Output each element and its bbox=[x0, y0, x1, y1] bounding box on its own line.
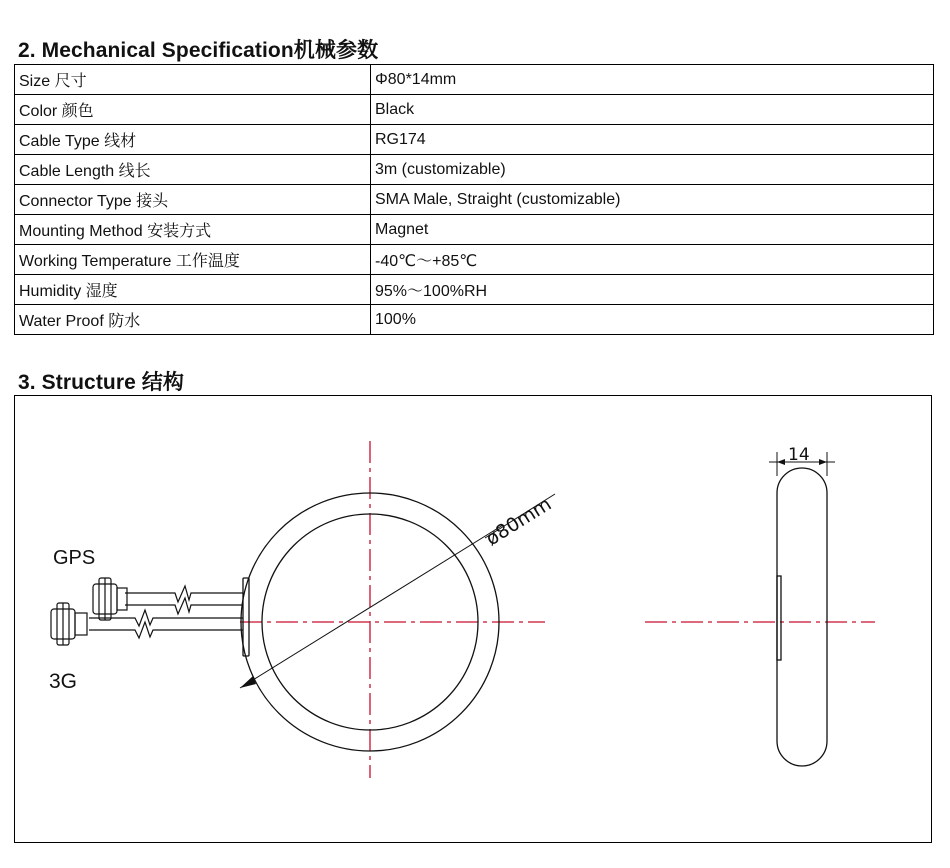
side-view-body bbox=[777, 468, 827, 766]
spec-value: RG174 bbox=[371, 125, 934, 155]
spec-key: Humidity 湿度 bbox=[15, 275, 371, 305]
spec-key: Mounting Method 安装方式 bbox=[15, 215, 371, 245]
spec-row bbox=[15, 245, 934, 275]
structure-diagram-svg bbox=[15, 396, 933, 844]
3g-label: 3G bbox=[49, 670, 78, 693]
spec-key: Working Temperature 工作温度 bbox=[15, 245, 371, 275]
spec-value: Black bbox=[371, 95, 934, 125]
spec-value: 3m (customizable) bbox=[371, 155, 934, 185]
spec-row bbox=[15, 275, 934, 305]
spec-key: Connector Type 接头 bbox=[15, 185, 371, 215]
spec-row bbox=[15, 185, 934, 215]
spec-value: Φ80*14mm bbox=[371, 65, 934, 95]
spec-row bbox=[15, 305, 934, 335]
gps-cable bbox=[125, 586, 243, 614]
spec-key: Cable Type 线材 bbox=[15, 125, 371, 155]
diameter-label: ø80mm bbox=[481, 492, 556, 551]
spec-key: Size 尺寸 bbox=[15, 65, 371, 95]
spec-row bbox=[15, 95, 934, 125]
structure-drawing bbox=[14, 395, 932, 843]
mechanical-spec-title: 2. Mechanical Specification机械参数 bbox=[18, 39, 379, 62]
thickness-label: 14 bbox=[788, 445, 810, 465]
spec-value: SMA Male, Straight (customizable) bbox=[371, 185, 934, 215]
spec-key: Water Proof 防水 bbox=[15, 305, 371, 335]
spec-row bbox=[15, 215, 934, 245]
spec-row bbox=[15, 155, 934, 185]
spec-row bbox=[15, 125, 934, 155]
spec-value: 100% bbox=[371, 305, 934, 335]
mechanical-spec-table bbox=[14, 64, 934, 335]
spec-key: Cable Length 线长 bbox=[15, 155, 371, 185]
3g-connector bbox=[51, 603, 87, 645]
spec-value: Magnet bbox=[371, 215, 934, 245]
spec-value: -40℃～+85℃ bbox=[371, 245, 934, 275]
spec-value: 95%～100%RH bbox=[371, 275, 934, 305]
gps-label: GPS bbox=[53, 547, 96, 569]
structure-title: 3. Structure 结构 bbox=[18, 371, 185, 394]
spec-key: Color 颜色 bbox=[15, 95, 371, 125]
gps-connector bbox=[93, 578, 127, 620]
spec-row bbox=[15, 65, 934, 95]
